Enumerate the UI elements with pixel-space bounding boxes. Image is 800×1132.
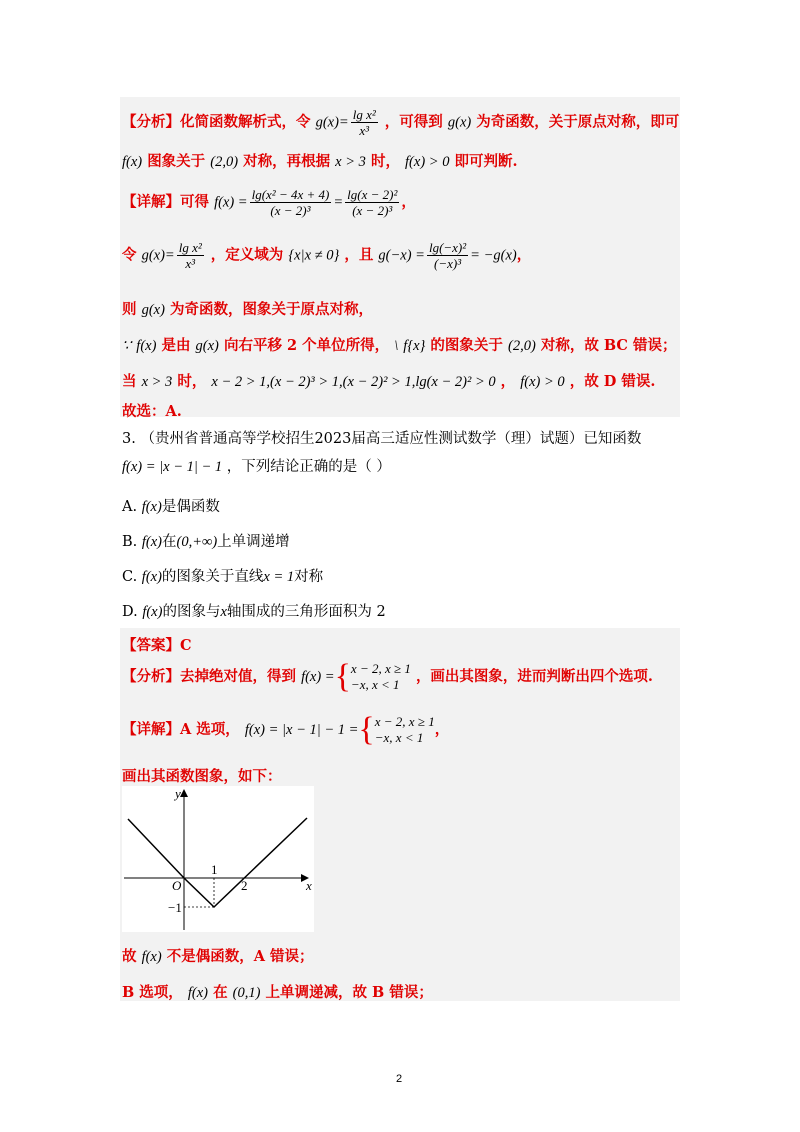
detail-line-3: 则 g(x) 为奇函数，图象关于原点对称， xyxy=(122,301,373,318)
detail-line-5: 当 x > 3 时， x − 2 > 1,(x − 2)³ > 1,(x − 2)² > 1,lg(x − 2)² > 0 ， f(x) > 0 ，故 D 错误. xyxy=(122,373,656,390)
y-axis-label: y xyxy=(175,786,181,801)
draw-instruction: 画出其函数图象，如下： xyxy=(122,768,282,785)
option-b[interactable]: B. f(x)在(0,+∞)上单调递增 xyxy=(122,534,290,550)
tick-label-1: 1 xyxy=(211,862,218,877)
option-c[interactable]: C. f(x)的图象关于直线x = 1对称 xyxy=(122,569,324,585)
question-3-function: f(x) = |x − 1| − 1 ，下列结论正确的是（ ） xyxy=(122,459,391,475)
option-a[interactable]: A. f(x)是偶函数 xyxy=(122,499,220,515)
detail-line-1: 【详解】可得 f(x) = $\frac{\text{lg(x² − 4x + 4)}}{\text{(x − 2)³}}$ = $\frac{\text{lg(x − 2)²}}{\text{(x − 2)³}}$ ， xyxy=(122,187,416,218)
detail-line-2: 令 g(x)= $\frac{\text{lg x²}}{\text{x³}}$ ，定义域为 {x|x ≠ 0} ，且 g(−x) = $\frac{\text{lg(−x)²}}{\text{(−x)³}}$ = −g(x)， xyxy=(122,240,532,271)
x-axis-label: x xyxy=(306,878,312,893)
option-d[interactable]: D. f(x)的图象与x轴围成的三角形面积为 2 xyxy=(122,604,386,620)
function-curve xyxy=(128,818,307,907)
graph-svg xyxy=(122,786,314,932)
function-graph xyxy=(122,786,314,932)
final-choice-1: 故选：A. xyxy=(122,403,182,420)
question-3-stem: 3. （贵州省普通高等学校招生2023届高三适应性测试数学（理）试题）已知函数 xyxy=(122,431,642,447)
detail-line-4: ∵ f(x) 是由 g(x) 向右平移 2 个单位所得， \ f{x} 的图象关于 (2,0) 对称，故 BC 错误； xyxy=(122,337,677,354)
tick-label-2: 2 xyxy=(241,878,248,893)
analysis-line-1: 【分析】化简函数解析式，令 g(x)= $\frac{\text{lg x²}}{\text{x³}}$ ，可得到 g(x) 为奇函数，关于原点对称，即可 xyxy=(122,107,680,138)
analysis-line-3: 【分析】去掉绝对值，得到 f(x) = { x − 2, x ≥ 1 −x, x < 1 ，画出其图象，进而判断出四个选项. xyxy=(122,658,653,695)
page-number: 2 xyxy=(396,1073,403,1085)
tick-label-neg1: −1 xyxy=(168,900,182,915)
conclusion-line-2: B 选项， f(x) 在 (0,1) 上单调递减，故 B 错误； xyxy=(122,984,433,1001)
conclusion-line-1: 故 f(x) 不是偶函数，A 错误； xyxy=(122,948,314,965)
detail-line-6: 【详解】A 选项， f(x) = |x − 1| − 1 = { x − 2, x ≥ 1 −x, x < 1 ， xyxy=(122,711,450,748)
answer-line: 【答案】C xyxy=(122,637,192,654)
origin-label: O xyxy=(172,878,182,893)
analysis-line-2: f(x) 图象关于 (2,0) 对称，再根据 x > 3 时， f(x) > 0 即可判断. xyxy=(122,153,518,170)
